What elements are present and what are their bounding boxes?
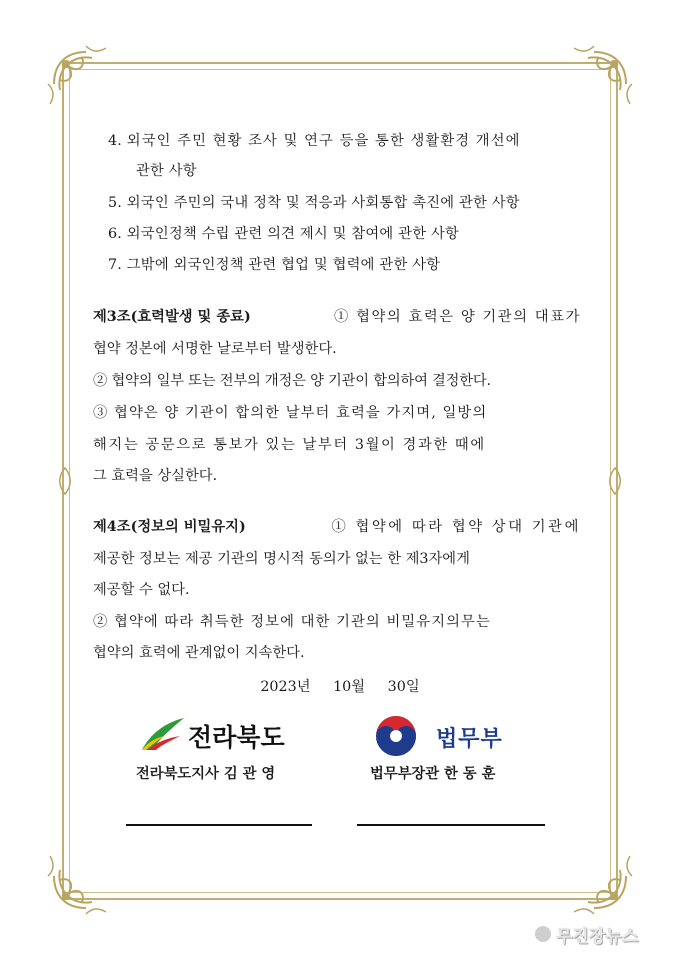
article3-line: ③ 협약은 양 기관이 합의한 날부터 효력을 가지며, 일방의: [93, 405, 488, 421]
article4-line: 협약의 효력에 관계없이 지속한다.: [93, 645, 305, 661]
article3-line: ② 협약의 일부 또는 전부의 개정은 양 기관이 합의하여 결정한다.: [93, 373, 491, 389]
list-item: [108, 192, 520, 212]
corner-ornament-icon: [562, 844, 634, 916]
article3-line: ① 협약의 효력은 양 기관의 대표가: [334, 309, 581, 325]
jeollabuk-do-logo-text: 전라북도: [188, 723, 285, 752]
article3-line: 해지는 공문으로 통보가 있는 날부터 3월이 경과한 때에: [93, 437, 486, 453]
date-year: 2023년: [260, 679, 311, 695]
article3-line: 그 효력을 상실한다.: [93, 468, 218, 484]
corner-ornament-icon: [46, 44, 118, 116]
ministry-of-justice-logo-text: 법무부: [436, 727, 503, 752]
list-item: [108, 223, 459, 243]
watermark-logo-icon: [535, 926, 551, 942]
article4-line: ① 협약에 따라 협약 상대 기관에: [331, 519, 581, 535]
article4-heading: 제4조(정보의 비밀유지): [93, 519, 246, 535]
side-ornament-icon: [606, 466, 624, 496]
article3-first-line: [93, 306, 581, 326]
item-text: 외국인 주민의 국내 정착 및 적응과 사회통합 촉진에 관한 사항: [126, 195, 520, 211]
item-number: 7.: [108, 257, 123, 273]
corner-ornament-icon: [46, 844, 118, 916]
item-text: 외국인정책 수립 관련 의견 제시 및 참여에 관한 사항: [126, 226, 459, 242]
item-number: 4.: [108, 133, 123, 149]
side-ornament-icon: [56, 466, 74, 496]
watermark: 무진장뉴스: [556, 927, 639, 947]
right-signature-line: [357, 824, 545, 826]
left-signature-line: [126, 824, 312, 826]
item-number: 6.: [108, 226, 123, 242]
date-day: 30일: [387, 679, 420, 695]
list-item: [108, 254, 440, 274]
article4-line: 제공한 정보는 제공 기관의 명시적 동의가 없는 한 제3자에게: [93, 551, 470, 567]
list-item: [108, 130, 521, 150]
article4-first-line: [93, 516, 581, 536]
left-signatory-name: 전라북도지사 김 관 영: [136, 766, 276, 782]
item-text: 그밖에 외국인정책 관련 협업 및 협력에 관한 사항: [126, 257, 441, 273]
item-text: 외국인 주민 현황 조사 및 연구 등을 통한 생활환경 개선에: [126, 133, 521, 149]
list-item-continuation: 관한 사항: [136, 163, 197, 179]
article4-line: 제공할 수 없다.: [93, 582, 190, 598]
jeollabuk-do-logo-icon: [140, 716, 186, 752]
corner-ornament-icon: [562, 44, 634, 116]
government-emblem-icon: [364, 714, 428, 758]
item-number: 5.: [108, 195, 123, 211]
article3-line: 협약 정본에 서명한 날로부터 발생한다.: [93, 341, 337, 357]
article4-line: ② 협약에 따라 취득한 정보에 대한 기관의 비밀유지의무는: [93, 614, 491, 630]
date-month: 10월: [333, 679, 366, 695]
article3-heading: 제3조(효력발생 및 종료): [93, 309, 251, 325]
signing-date: [0, 676, 680, 696]
right-signatory-name: 법무부장관 한 동 훈: [370, 766, 496, 782]
